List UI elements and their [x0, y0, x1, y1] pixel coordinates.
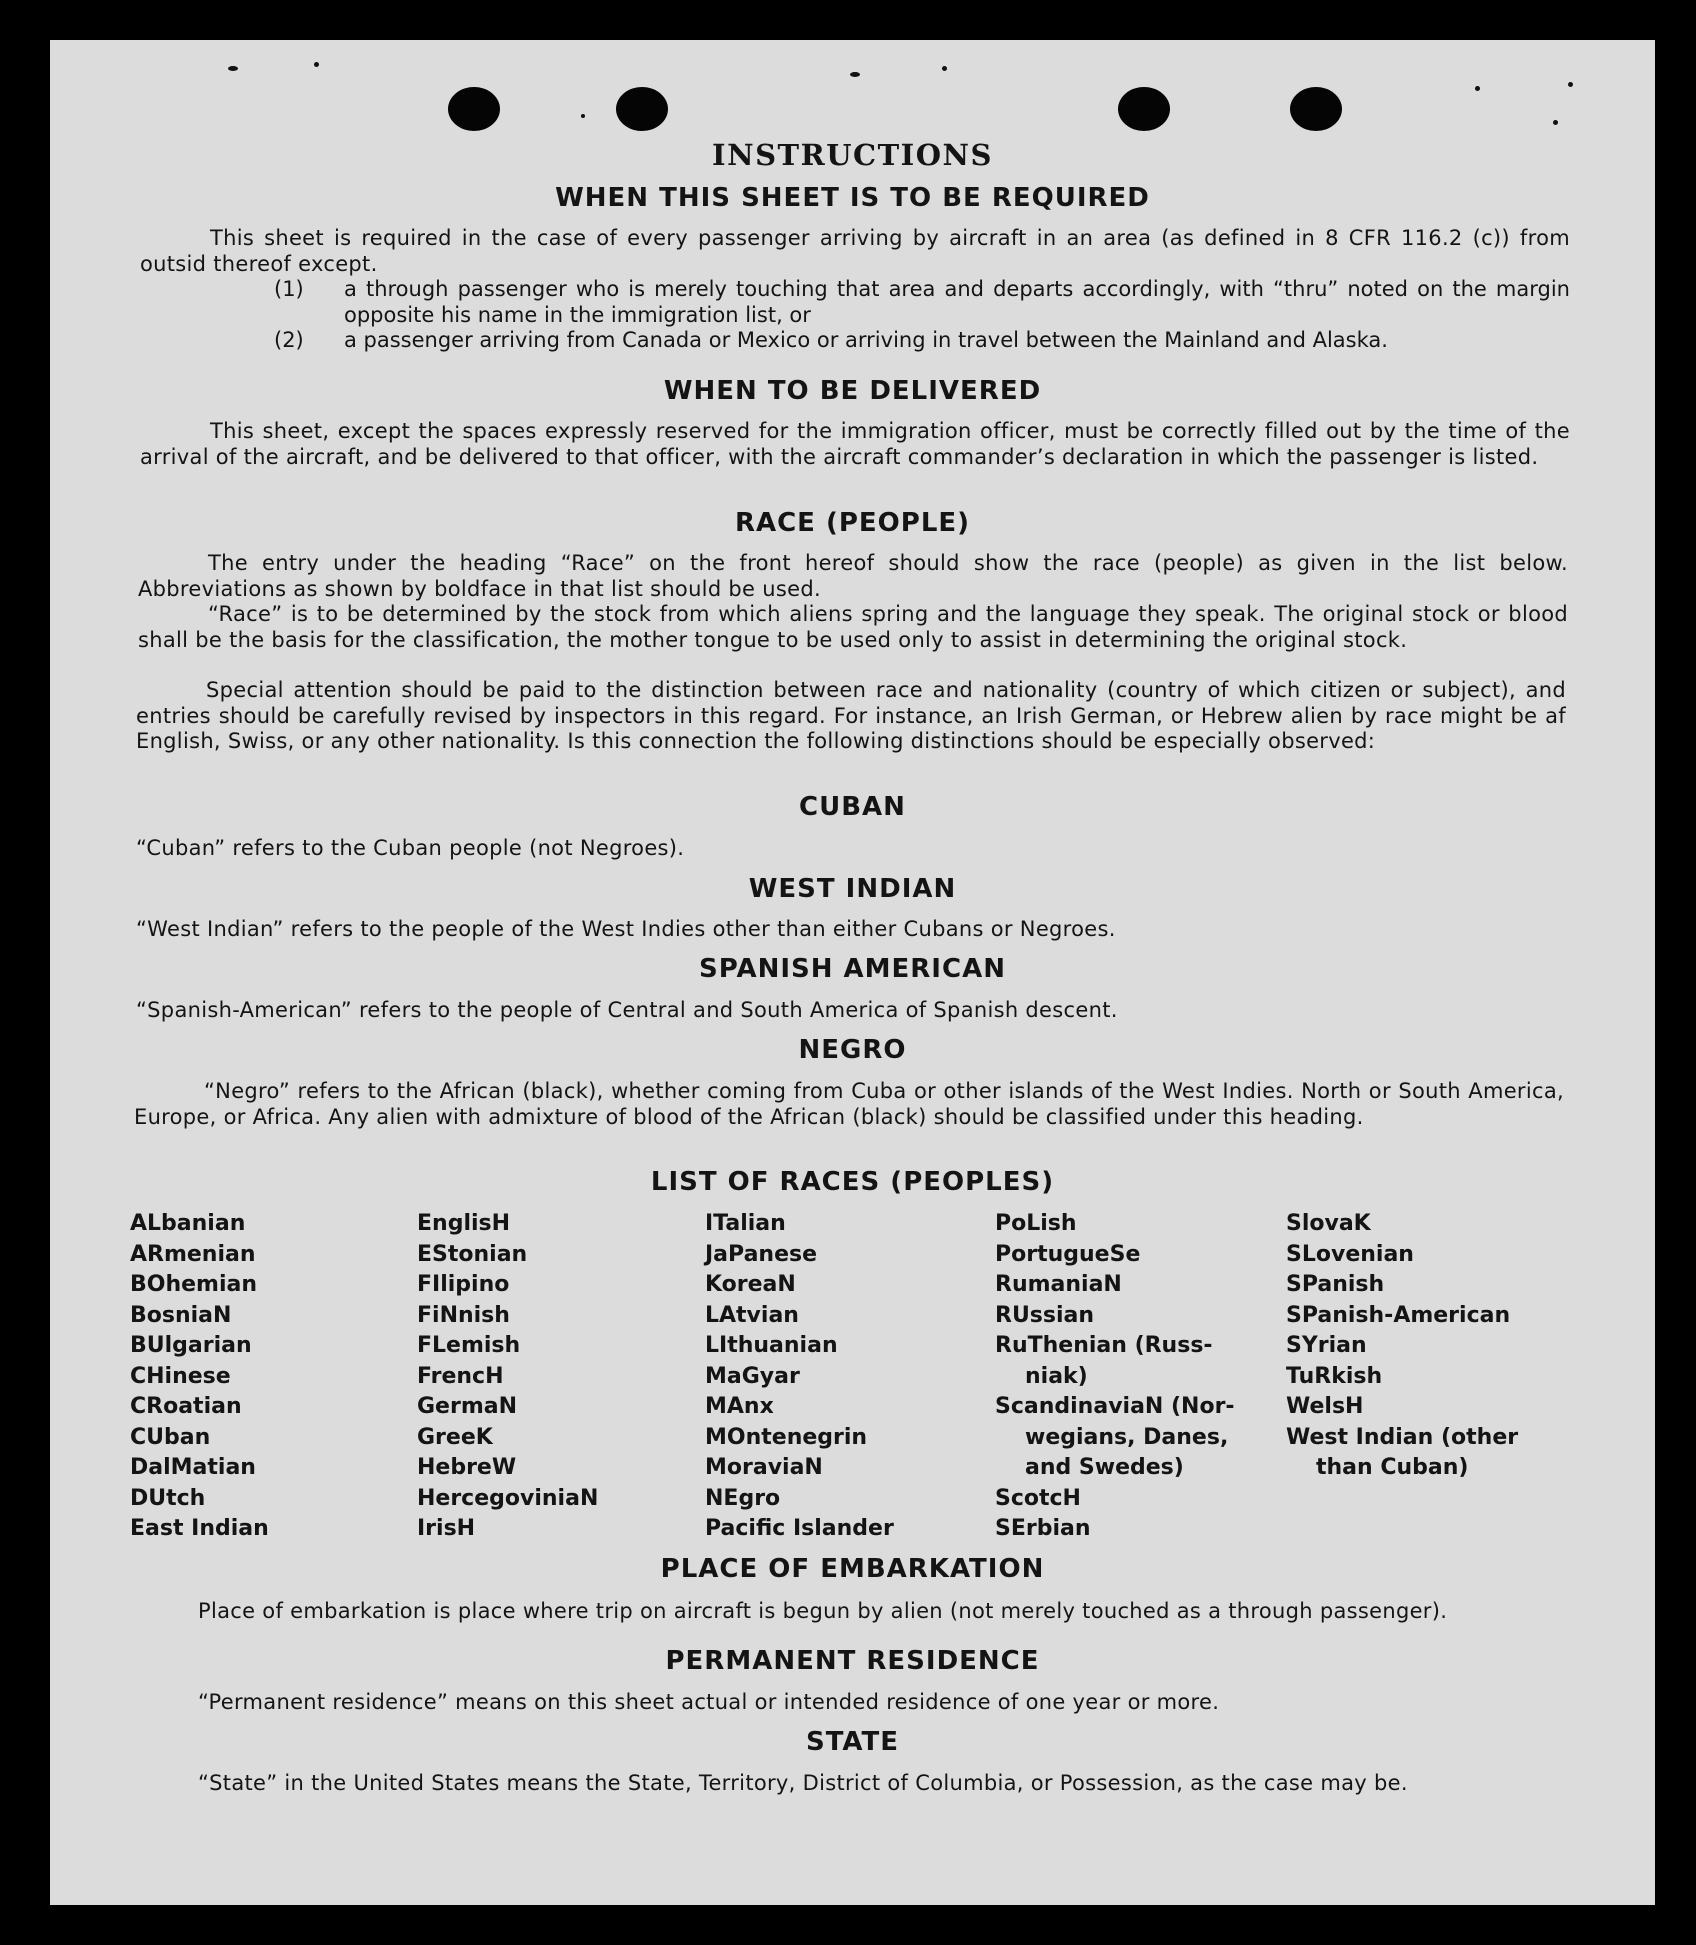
paragraph-race-2: “Race” is to be determined by the stock from which aliens spring and the language they speak. The original stock or blood shall be the basis for the classification, the mother tongue to be used only to assist in determining the original stock.: [138, 602, 1568, 652]
paragraph-cuban: “Cuban” refers to the Cuban people (not Negroes).: [136, 836, 685, 860]
document-page: [50, 40, 1655, 1905]
race-entry: East Indian: [130, 1516, 269, 1541]
heading-state: STATE: [805, 1727, 900, 1757]
race-entry: NEgro: [705, 1485, 781, 1511]
race-entry: GermaN: [417, 1394, 518, 1419]
heading-residence: PERMANENT RESIDENCE: [665, 1646, 1040, 1676]
race-entry-continued: than Cuban): [1316, 1455, 1469, 1480]
paragraph-residence: “Permanent residence” means on this sheet actual or intended residence of one year or more.: [198, 1690, 1220, 1714]
race-entry: ITalian: [705, 1211, 786, 1236]
race-entry: TuRkish: [1286, 1363, 1383, 1389]
heading-when-required: WHEN THIS SHEET IS TO BE REQUIRED: [555, 183, 1150, 213]
paragraph-race-3: Special attention should be paid to the distinction between race and nationality (country of which citizen or subject), and entries should be carefully revised by inspectors in this regard. For instance, an Irish German, or Hebrew alien by race might be af English, Swiss, or any other nationality. Is this connection the following distinctions should be especially observed:: [136, 678, 1566, 753]
paragraph-west-indian: “West Indian” refers to the people of the West Indies other than either Cubans or Negroes.: [136, 917, 1116, 941]
race-column-3: [705, 1209, 894, 1545]
race-entry: RumaniaN: [995, 1272, 1122, 1297]
race-entry: SlovaK: [1286, 1211, 1371, 1236]
race-entry: FiNnish: [417, 1302, 510, 1328]
race-entry: Pacific Islander: [705, 1516, 894, 1541]
race-entry: MOntenegrin: [705, 1424, 868, 1450]
race-entry: BOhemian: [130, 1272, 258, 1297]
race-entry: FLemish: [417, 1333, 521, 1358]
heading-race: RACE (PEOPLE): [734, 508, 971, 538]
race-entry: FIlipino: [417, 1272, 510, 1297]
paragraph-spanish-american: “Spanish-American” refers to the people of Central and South America of Spanish descent.: [136, 998, 1118, 1022]
list-item-exception-2: [274, 328, 1570, 354]
race-entry-continued: wegians, Danes,: [1025, 1424, 1229, 1450]
paragraph-when-delivered: This sheet, except the spaces expressly reserved for the immigration officer, must be correctly filled out by the time of the arrival of the aircraft, and be delivered to that officer, with the aircraft commander’s declaration in which the passenger is listed.: [140, 419, 1570, 469]
race-entry-continued: niak): [1025, 1363, 1088, 1389]
heading-cuban: CUBAN: [799, 792, 906, 822]
race-entry: ScandinaviaN (Nor-: [995, 1394, 1235, 1419]
race-entry: ARmenian: [130, 1241, 256, 1267]
race-entry: LIthuanian: [705, 1333, 838, 1358]
punch-hole: [616, 87, 668, 131]
paragraph-when-required: This sheet is required in the case of every passenger arriving by aircraft in an area (as defined in 8 CFR 116.2 (c)) from outsid thereof except.: [140, 226, 1570, 276]
race-entry: GreeK: [417, 1424, 493, 1450]
race-entry: ALbanian: [130, 1211, 246, 1236]
race-entry: BosniaN: [130, 1302, 232, 1328]
race-column-5: [1286, 1209, 1518, 1484]
race-entry: DUtch: [130, 1485, 206, 1511]
race-entry: SYrian: [1286, 1333, 1367, 1358]
item-number: (2): [274, 328, 304, 352]
race-entry: SPanish-American: [1286, 1302, 1511, 1328]
race-column-4: [995, 1209, 1235, 1545]
heading-west-indian: WEST INDIAN: [748, 874, 957, 904]
race-entry-continued: and Swedes): [1025, 1455, 1184, 1480]
race-column-2: [417, 1209, 598, 1545]
heading-negro: NEGRO: [798, 1035, 907, 1065]
heading-spanish-american: SPANISH AMERICAN: [699, 954, 1006, 984]
race-entry: BUlgarian: [130, 1333, 252, 1358]
heading-embarkation: PLACE OF EMBARKATION: [660, 1554, 1045, 1584]
punch-hole: [1290, 87, 1342, 131]
race-entry: HebreW: [417, 1455, 517, 1480]
race-column-1: [130, 1209, 269, 1545]
punch-hole: [448, 87, 500, 131]
race-entry: PoLish: [995, 1211, 1077, 1236]
race-entry: CHinese: [130, 1363, 231, 1389]
race-entry: SPanish: [1286, 1272, 1385, 1297]
paragraph-embarkation: Place of embarkation is place where trip on aircraft is begun by alien (not merely touched as a through passenger).: [198, 1599, 1448, 1623]
race-entry: HercegoviniaN: [417, 1485, 599, 1511]
race-entry: FrencH: [417, 1363, 504, 1389]
paragraph-negro: “Negro” refers to the African (black), whether coming from Cuba or other islands of the West Indies. North or South America, Europe, or Africa. Any alien with admixture of blood of the African (black) should be classified under this heading.: [134, 1079, 1564, 1129]
race-entry: MoraviaN: [705, 1455, 823, 1480]
race-entry: RuThenian (Russ-: [995, 1333, 1213, 1358]
item-text: a through passenger who is merely touching that area and departs accordingly, with “thru” noted on the margin opposite his name in the immigration list, or: [344, 277, 1570, 327]
race-entry: WelsH: [1286, 1394, 1364, 1419]
speck: [1568, 82, 1573, 87]
speck: [942, 66, 947, 71]
speck: [314, 62, 319, 67]
race-entry: EnglisH: [417, 1211, 511, 1236]
speck: [850, 72, 860, 77]
paragraph-race-1: The entry under the heading “Race” on the front hereof should show the race (people) as given in the list below. Abbreviations as shown by boldface in that list should be used.: [138, 551, 1568, 601]
item-text: a passenger arriving from Canada or Mexico or arriving in travel between the Mainland and Alaska.: [344, 328, 1388, 352]
page-title: INSTRUCTIONS: [712, 138, 993, 172]
heading-when-delivered: WHEN TO BE DELIVERED: [663, 376, 1042, 406]
race-entry: EStonian: [417, 1241, 528, 1267]
race-entry: CUban: [130, 1424, 211, 1450]
heading-list-of-races: LIST OF RACES (PEOPLES): [650, 1167, 1055, 1197]
race-entry: SErbian: [995, 1516, 1091, 1541]
speck: [1553, 120, 1558, 125]
speck: [228, 66, 238, 71]
race-entry: JaPanese: [705, 1241, 818, 1267]
race-entry: MaGyar: [705, 1363, 800, 1389]
speck: [1475, 86, 1480, 91]
race-entry: DalMatian: [130, 1455, 256, 1480]
speck: [581, 114, 585, 118]
race-entry: KoreaN: [705, 1272, 796, 1297]
race-entry: LAtvian: [705, 1302, 799, 1328]
race-entry: CRoatian: [130, 1394, 242, 1419]
race-entry: SLovenian: [1286, 1241, 1414, 1267]
punch-hole: [1118, 87, 1170, 131]
race-entry: PortugueSe: [995, 1241, 1141, 1267]
list-item-exception-1: [274, 277, 1570, 328]
race-entry: ScotcH: [995, 1485, 1081, 1511]
race-entry: RUssian: [995, 1302, 1095, 1328]
race-entry: West Indian (other: [1286, 1424, 1519, 1450]
paragraph-state: “State” in the United States means the State, Territory, District of Columbia, or Possession, as the case may be.: [198, 1771, 1408, 1795]
race-entry: IrisH: [417, 1516, 476, 1541]
item-number: (1): [274, 277, 304, 301]
race-entry: MAnx: [705, 1394, 774, 1419]
